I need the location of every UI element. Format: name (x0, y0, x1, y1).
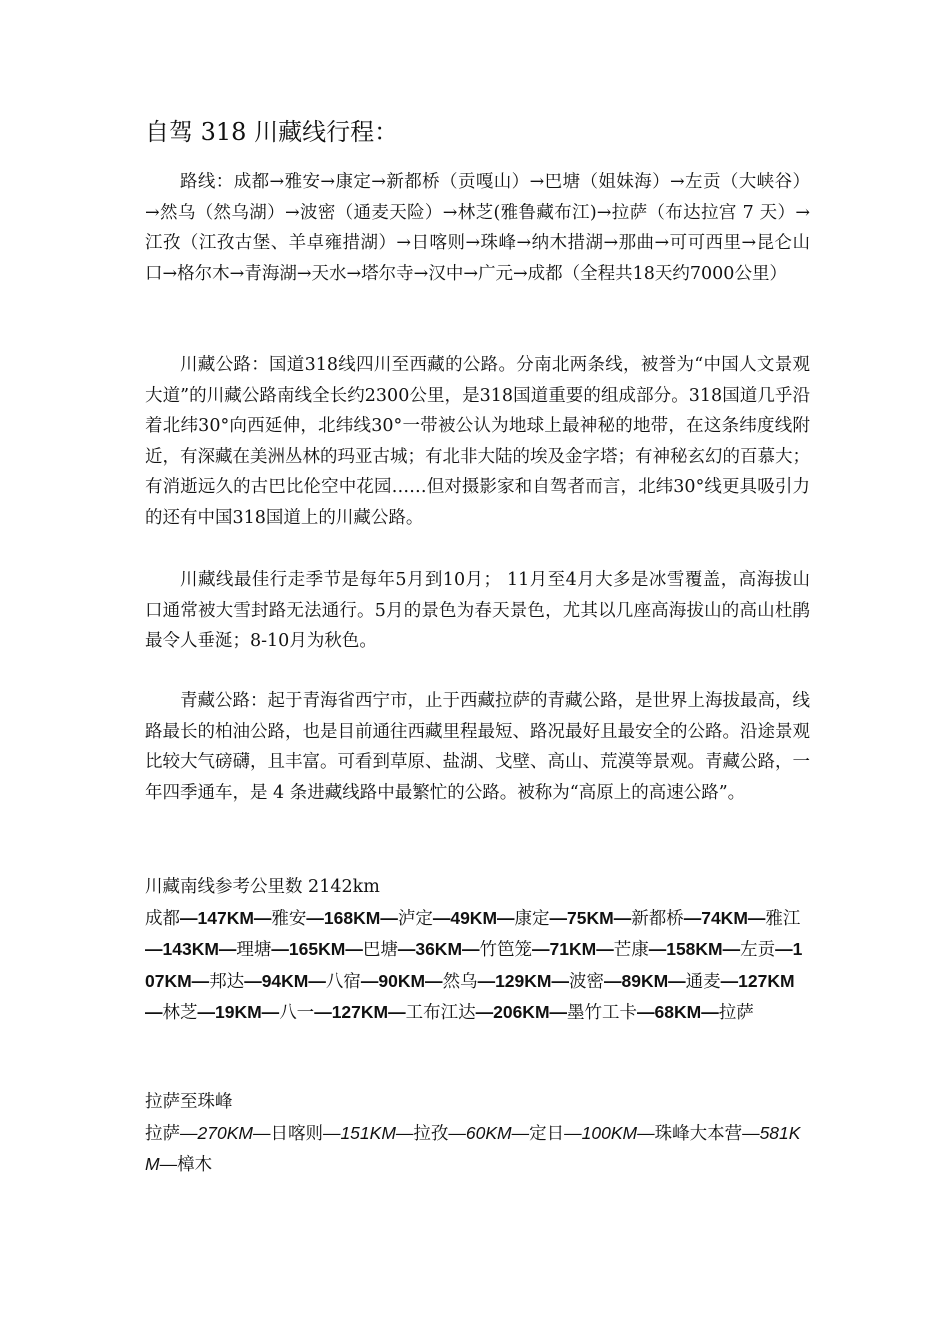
qinghai-tibet-highway-paragraph: 青藏公路：起于青海省西宁市，止于西藏拉萨的青藏公路，是世界上海拔最高，线路最长的柏油公路，也是目前通往西藏里程最短、路况最好且最安全的公路。沿途景观比较大气磅礴，且丰富。可看到草原、盐湖、戈壁、高山、荒漠等景观。青藏公路，一年四季通车，是 4 条进藏线路中最繁忙的公路。被称为“高原上的高速公路”。 (145, 691, 810, 803)
south-distance: —90KM— (360, 970, 443, 991)
everest-distance: —100KM— (564, 1122, 655, 1143)
south-place: 康定 (514, 908, 550, 929)
south-distance: —74KM— (683, 907, 766, 928)
south-distance: —36KM— (397, 939, 480, 959)
south-distance: —94KM— (244, 970, 326, 991)
south-distance: —127KM— (145, 970, 795, 1022)
south-distance: —147KM— (180, 907, 272, 928)
south-place: 雅安 (271, 908, 307, 929)
south-place: 成都 (145, 908, 180, 929)
south-distance: —71KM— (532, 939, 614, 959)
south-distance: —127KM— (314, 1002, 406, 1022)
lhasa-everest-block (145, 1087, 810, 1181)
everest-place: 珠峰大本营 (654, 1123, 743, 1144)
everest-place: 日喀则 (270, 1123, 323, 1144)
south-route-distances (145, 909, 802, 1024)
page-title: 自驾 318 川藏线行程： (145, 118, 399, 146)
everest-place: 定日 (529, 1123, 565, 1144)
south-distance: —107KM— (145, 939, 803, 991)
south-route-heading: 川藏南线参考公里数 2142km (145, 877, 380, 897)
south-place: 左贡 (740, 940, 776, 960)
south-place: 邦达 (209, 971, 245, 992)
south-distance: —19KM— (197, 1002, 280, 1022)
south-place: 八一 (279, 1003, 315, 1023)
south-distance: —129KM— (477, 970, 569, 991)
south-place: 泸定 (397, 908, 433, 929)
everest-distance: —270KM— (180, 1122, 271, 1143)
sichuan-tibet-highway-paragraph: 川藏公路：国道318线四川至西藏的公路。分南北两条线，被誉为“中国人文景观大道”的川藏公路南线全长约2300公里，是318国道重要的组成部分。318国道几乎沿着北纬30°向西延伸，北纬线30°一带被公认为地球上最神秘的地带，在这条纬度线附近，有深藏在美洲丛林的玛亚古城；有北非大陆的埃及金字塔；有神秘玄幻的百慕大；有消逝远久的古巴比伦空中花园……但对摄影家和自驾者而言，北纬30°线更具吸引力的还有中国318国道上的川藏公路。 (145, 355, 810, 528)
south-route-block (145, 872, 810, 1029)
south-distance: —49KM— (432, 907, 515, 928)
south-place: 竹笆笼 (479, 940, 533, 960)
south-distance: —206KM— (475, 1002, 568, 1022)
south-distance: —68KM— (637, 1002, 719, 1022)
best-season-paragraph: 川藏线最佳行走季节是每年5月到10月； 11月至4月大多是冰雪覆盖，高海拔山口通常被大雪封路无法通行。5月的景色为春天景色，尤其以几座高海拔山的高山杜鹃最令人垂涎；8-10月为秋色。 (145, 570, 810, 651)
south-place: 拉萨 (718, 1003, 754, 1023)
south-place: 理塘 (236, 940, 272, 960)
south-place: 新都桥 (631, 908, 684, 929)
everest-distance: —151KM— (322, 1122, 414, 1143)
route-paragraph: 路线：成都→雅安→康定→新都桥（贡嘎山）→巴塘（姐妹海）→左贡（大峡谷）→然乌（然乌湖）→波密（通麦天险）→林芝(雅鲁藏布江)→拉萨（布达拉宫 7 天）→江孜（江孜古堡、羊卓雍措湖）→日喀则→珠峰→纳木措湖→那曲→可可西里→昆仑山口→格尔木→青海湖→天水→塔尔寺→汉中→广元→成都（全程共18天约7000公里） (145, 172, 810, 284)
south-distance: —89KM— (603, 970, 686, 991)
everest-distance: —581KM— (145, 1122, 801, 1174)
south-place: 八宿 (325, 971, 361, 992)
south-place: 然乌 (442, 971, 478, 992)
south-distance: —168KM— (306, 907, 398, 928)
south-distance: —143KM— (145, 939, 237, 959)
south-distance: —75KM— (549, 907, 632, 928)
everest-place: 拉孜 (413, 1123, 449, 1144)
south-distance: —158KM— (648, 939, 741, 959)
south-place: 通麦 (685, 971, 721, 992)
south-place: 波密 (568, 971, 604, 992)
everest-place: 拉萨 (145, 1123, 180, 1144)
south-distance: —165KM— (271, 939, 363, 959)
south-place: 巴塘 (362, 940, 398, 960)
south-place: 林芝 (162, 1003, 198, 1023)
south-place: 工布江达 (405, 1003, 476, 1023)
lhasa-everest-distances (145, 1124, 800, 1176)
everest-distance: —60KM— (448, 1122, 530, 1143)
south-place: 墨竹工卡 (567, 1003, 638, 1023)
south-place: 雅江 (765, 908, 801, 929)
south-place: 芒康 (613, 940, 649, 960)
everest-place: 樟木 (177, 1155, 213, 1175)
lhasa-everest-heading: 拉萨至珠峰 (145, 1092, 233, 1112)
